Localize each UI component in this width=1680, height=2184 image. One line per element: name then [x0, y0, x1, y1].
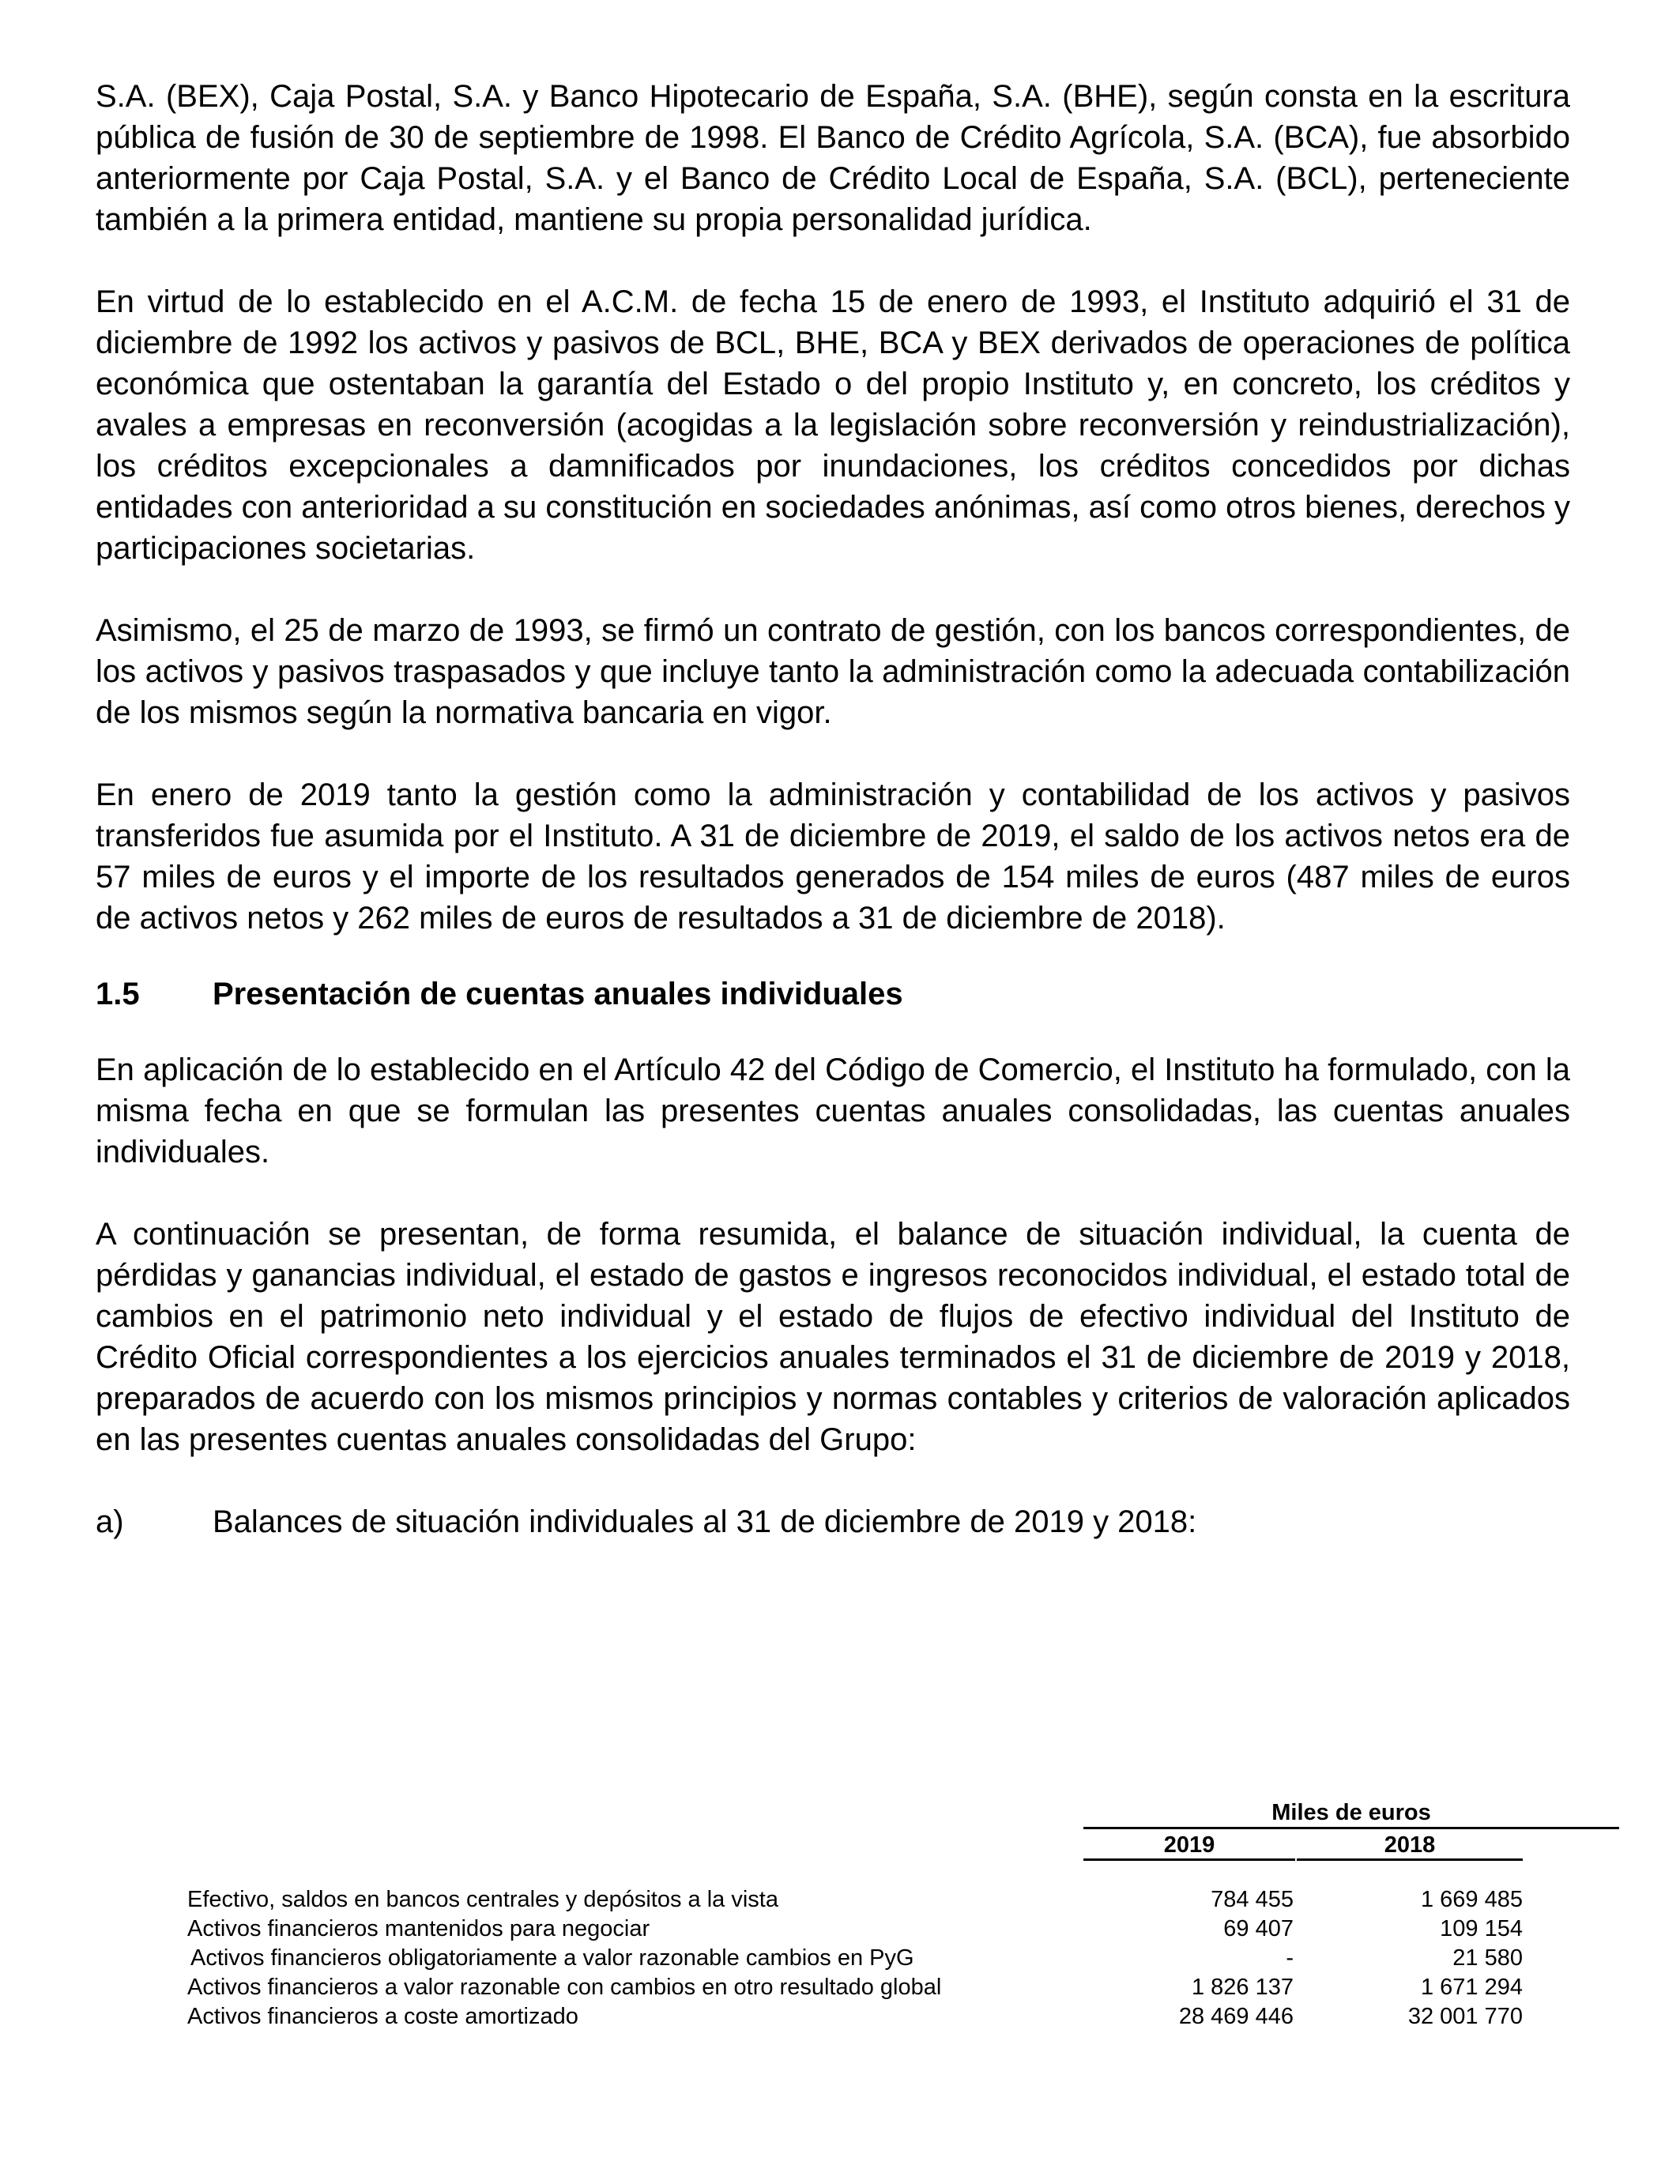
- paragraph-fusion: S.A. (BEX), Caja Postal, S.A. y Banco Hipotecario de España, S.A. (BHE), según consta en la escritura pública de fusión de 30 de septiembre de 1998. El Banco de Crédito Agrícola, S.A. (BCA), fue absorbido anteriormente por Caja Postal, S.A. y el Banco de Crédito Local de España, S.A. (BCL), perteneciente también a la primera entidad, mantiene su propia personalidad jurídica.: [96, 79, 1570, 237]
- value-2018: 1 671 294: [1420, 1975, 1523, 2000]
- row-label: Efectivo, saldos en bancos centrales y depósitos a la vista: [187, 1887, 778, 1912]
- value-2019: 28 469 446: [1178, 2004, 1294, 2029]
- table-row: [96, 1944, 1570, 1973]
- document-page: [96, 76, 1570, 1568]
- year-header-2018: 2018: [1297, 1832, 1523, 1861]
- value-2018: 109 154: [1440, 1916, 1523, 1941]
- paragraph-contrato: Asimismo, el 25 de marzo de 1993, se firmó un contrato de gestión, con los bancos correspondientes, de los activos y pasivos traspasados y que incluye tanto la administración como la adecuada contabilización de los mismos según la normativa bancaria en vigor.: [96, 613, 1570, 730]
- section-heading: [96, 973, 1570, 1015]
- list-item-text: Balances de situación individuales al 31 de diciembre de 2019 y 2018:: [213, 1504, 1197, 1539]
- paragraph-continuacion: A continuación se presentan, de forma resumida, el balance de situación individual, la cuenta de pérdidas y ganancias individual, el estado de gastos e ingresos reconocidos individual, el estado total de cambios en el patrimonio neto individual y el estado de flujos de efectivo individual del Instituto de Crédito Oficial correspondientes a los ejercicios anuales terminados el 31 de diciembre de 2019 y 2018, preparados de acuerdo con los mismos principios y normas contables y criterios de valoración aplicados en las presentes cuentas anuales consolidadas del Grupo:: [96, 1217, 1570, 1457]
- value-2019: -: [1286, 1945, 1294, 1971]
- row-label: Activos financieros obligatoriamente a valor razonable cambios en PyG: [190, 1945, 914, 1971]
- units-header: Miles de euros: [1083, 1798, 1619, 1829]
- table-row: [96, 1973, 1570, 2002]
- paragraph-enero-2019: En enero de 2019 tanto la gestión como la administración y contabilidad de los activos y pasivos transferidos fue asumida por el Instituto. A 31 de diciembre de 2019, el saldo de los activos netos era de 57 miles de euros y el importe de los resultados generados de 154 miles de euros (487 miles de euros de activos netos y 262 miles de euros de resultados a 31 de diciembre de 2018).: [96, 778, 1570, 936]
- value-2019: 1 826 137: [1191, 1975, 1294, 2000]
- table-row: [96, 1915, 1570, 1944]
- paragraph-acm: En virtud de lo establecido en el A.C.M. de fecha 15 de enero de 1993, el Instituto adquirió el 31 de diciembre de 1992 los activos y pasivos de BCL, BHE, BCA y BEX derivados de operaciones de política económica que ostentaban la garantía del Estado o del propio Instituto y, en concreto, los créditos y avales a empresas en reconversión (acogidas a la legislación sobre reconversión y reindustrialización), los créditos excepcionales a damnificados por inundaciones, los créditos concedidos por dichas entidades con anterioridad a su constitución en sociedades anónimas, así como otros bienes, derechos y participaciones societarias.: [96, 284, 1570, 566]
- value-2019: 69 407: [1223, 1916, 1294, 1941]
- table-row: [96, 2002, 1570, 2031]
- list-item-balances: [96, 1501, 1570, 1542]
- value-2018: 21 580: [1452, 1945, 1523, 1971]
- list-marker: a): [96, 1504, 124, 1539]
- table-row: [96, 1885, 1570, 1915]
- value-2019: 784 455: [1211, 1887, 1294, 1912]
- row-label: Activos financieros a valor razonable con cambios en otro resultado global: [187, 1975, 942, 2000]
- value-2018: 1 669 485: [1420, 1887, 1523, 1912]
- section-number: 1.5: [96, 977, 140, 1011]
- row-label: Activos financieros a coste amortizado: [187, 2004, 578, 2029]
- year-header-2019: 2019: [1083, 1832, 1295, 1861]
- value-2018: 32 001 770: [1407, 2004, 1523, 2029]
- row-label: Activos financieros mantenidos para negociar: [187, 1916, 650, 1941]
- paragraph-articulo-42: En aplicación de lo establecido en el Artículo 42 del Código de Comercio, el Instituto ha formulado, con la misma fecha en que se formulan las presentes cuentas anuales consolidadas, las cuentas anuales individuales.: [96, 1052, 1570, 1169]
- section-title: Presentación de cuentas anuales individuales: [213, 977, 903, 1011]
